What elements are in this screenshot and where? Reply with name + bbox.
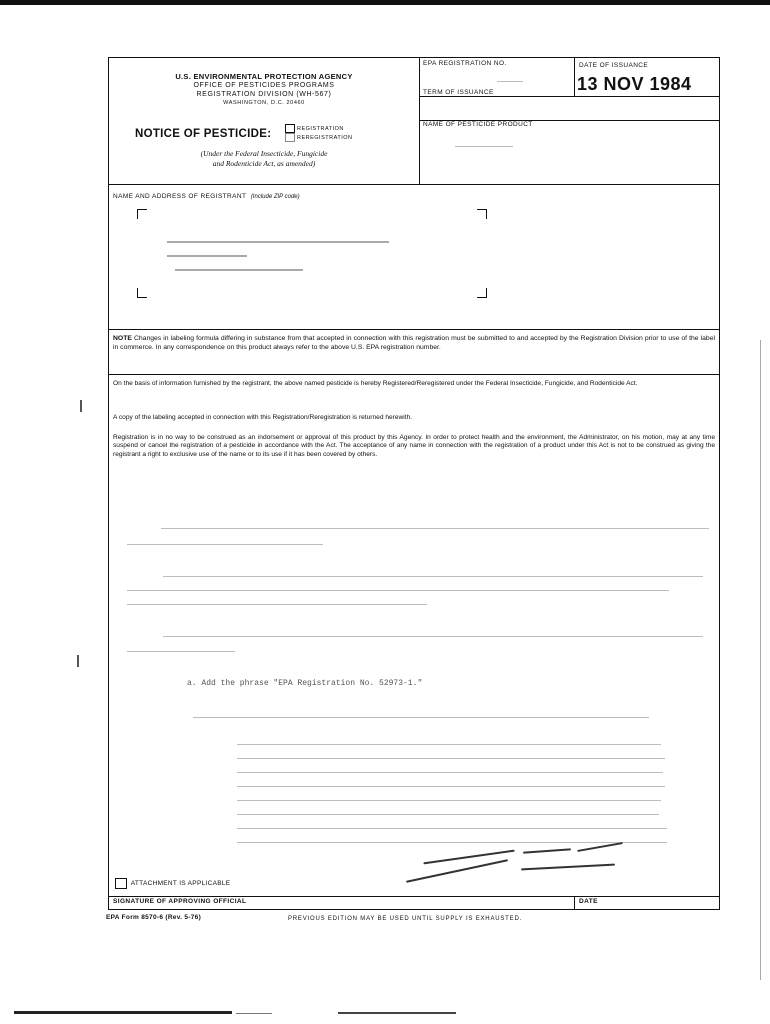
typed-line bbox=[163, 576, 703, 577]
agency-division: REGISTRATION DIVISION (WH-567) bbox=[196, 91, 332, 98]
notice-title-row bbox=[135, 124, 271, 142]
bottom-edge-bar bbox=[338, 1012, 456, 1014]
typed-line bbox=[237, 800, 661, 801]
date-stamp: 13 NOV 1984 bbox=[577, 74, 692, 94]
typed-line bbox=[127, 590, 669, 591]
body-para-2: A copy of the labeling accepted in connection with this Registration/Reregistration is returned herewith. bbox=[113, 414, 413, 421]
section-rule bbox=[109, 374, 719, 375]
act-line: and Rodenticide Act, as amended) bbox=[212, 159, 316, 168]
top-edge-bar bbox=[0, 0, 770, 5]
typed-line bbox=[237, 814, 659, 815]
agency-office: OFFICE OF PESTICIDES PROGRAMS bbox=[193, 82, 335, 89]
signature-stroke bbox=[521, 864, 615, 870]
registration-option: REGISTRATION bbox=[297, 125, 344, 132]
signature-stroke bbox=[577, 842, 623, 851]
typed-line bbox=[237, 758, 665, 759]
corner-bracket bbox=[137, 288, 147, 298]
body-para-3: Registration is in no way to be construed as an indorsement or approval of this product by this Agency. In order to protect health and the environment, the Administrator, on his motion, may at any time suspend or cancel the registration of a pesticide in accordance with the Act. The acceptance of any name in connection with the registration of a product under this Act is not to be construed as giving the registrant a right to exclusive use of the name or to its use if it has been covered by others. bbox=[113, 434, 715, 458]
body-para-1: On the basis of information furnished by the registrant, the above named pesticide is hereby Registered/Reregistered under the Federal Insecticide, Fungicide, and Rodenticide Act. bbox=[113, 380, 638, 387]
reregistration-option: REREGISTRATION bbox=[297, 134, 353, 141]
bottom-edge-bar bbox=[14, 1011, 232, 1014]
signature-label: SIGNATURE OF APPROVING OFFICIAL bbox=[113, 898, 247, 905]
corner-bracket bbox=[137, 209, 147, 219]
typed-line bbox=[237, 772, 663, 773]
notice-title: NOTICE OF PESTICIDE: bbox=[135, 128, 272, 140]
reregistration-checkbox[interactable] bbox=[285, 133, 295, 142]
note-body: Changes in labeling formula differing in substance from that accepted in connection with this registration must be submitted to and accepted by the Registration Division prior to use of the label in commerce. In any correspondence on this product always refer to the above U.S. EPA registration number. bbox=[113, 335, 716, 351]
notice-options bbox=[285, 124, 353, 142]
typed-line bbox=[237, 842, 667, 843]
typed-line bbox=[163, 636, 703, 637]
signature-date-label: DATE bbox=[579, 898, 598, 905]
typed-line bbox=[127, 651, 235, 652]
corner-bracket bbox=[477, 209, 487, 219]
product-label: NAME OF PESTICIDE PRODUCT bbox=[423, 121, 533, 128]
registrant-label-row bbox=[113, 185, 300, 203]
registrant-label: NAME AND ADDRESS OF REGISTRANT bbox=[113, 193, 247, 200]
margin-mark bbox=[77, 655, 79, 667]
attachment-label: ATTACHMENT IS APPLICABLE bbox=[130, 880, 231, 888]
section-rule bbox=[109, 329, 719, 330]
registrant-line bbox=[167, 241, 389, 243]
note-text bbox=[113, 335, 715, 353]
typed-line bbox=[237, 744, 661, 745]
term-rule bbox=[419, 96, 719, 97]
registrant-line bbox=[175, 269, 303, 271]
act-reference bbox=[109, 149, 419, 169]
note-lead: NOTE bbox=[113, 335, 132, 342]
date-divider bbox=[574, 58, 575, 96]
bottom-edge-bar bbox=[236, 1013, 272, 1014]
corner-bracket bbox=[477, 288, 487, 298]
typed-line bbox=[127, 604, 427, 605]
typed-line bbox=[127, 544, 323, 545]
typed-item-a: a. Add the phrase "EPA Registration No. 52973-1." bbox=[187, 679, 423, 688]
registrant-line bbox=[167, 255, 247, 257]
form-id: EPA Form 8570-6 (Rev. 5-76) bbox=[106, 914, 202, 921]
typed-line bbox=[193, 717, 649, 718]
reg-no-faint bbox=[497, 81, 523, 82]
margin-mark bbox=[80, 400, 82, 412]
attachment-checkbox[interactable] bbox=[115, 878, 127, 889]
signature-stroke bbox=[406, 859, 508, 882]
edition-note: PREVIOUS EDITION MAY BE USED UNTIL SUPPLY IS EXHAUSTED. bbox=[288, 916, 523, 922]
signature-stroke bbox=[523, 848, 571, 853]
form-frame bbox=[108, 57, 720, 910]
product-name-faint bbox=[455, 146, 513, 147]
header-divider bbox=[419, 58, 420, 184]
attachment-row bbox=[115, 878, 230, 889]
signature-divider bbox=[574, 896, 575, 910]
date-label: DATE OF ISSUANCE bbox=[579, 62, 649, 69]
agency-city: WASHINGTON, D.C. 20460 bbox=[223, 100, 305, 106]
agency-block bbox=[109, 72, 419, 108]
reg-no-label: EPA REGISTRATION NO. bbox=[423, 60, 507, 67]
agency-name: U.S. ENVIRONMENTAL PROTECTION AGENCY bbox=[175, 72, 353, 81]
right-edge-line bbox=[760, 340, 761, 980]
signature-rule bbox=[109, 896, 719, 897]
act-line: (Under the Federal Insecticide, Fungicide bbox=[200, 149, 328, 158]
typed-line bbox=[237, 786, 665, 787]
term-label: TERM OF ISSUANCE bbox=[423, 89, 494, 96]
typed-line bbox=[237, 828, 667, 829]
typed-line bbox=[161, 528, 709, 529]
registrant-label-note: (Include ZIP code) bbox=[250, 194, 300, 200]
registration-checkbox[interactable] bbox=[285, 124, 295, 133]
